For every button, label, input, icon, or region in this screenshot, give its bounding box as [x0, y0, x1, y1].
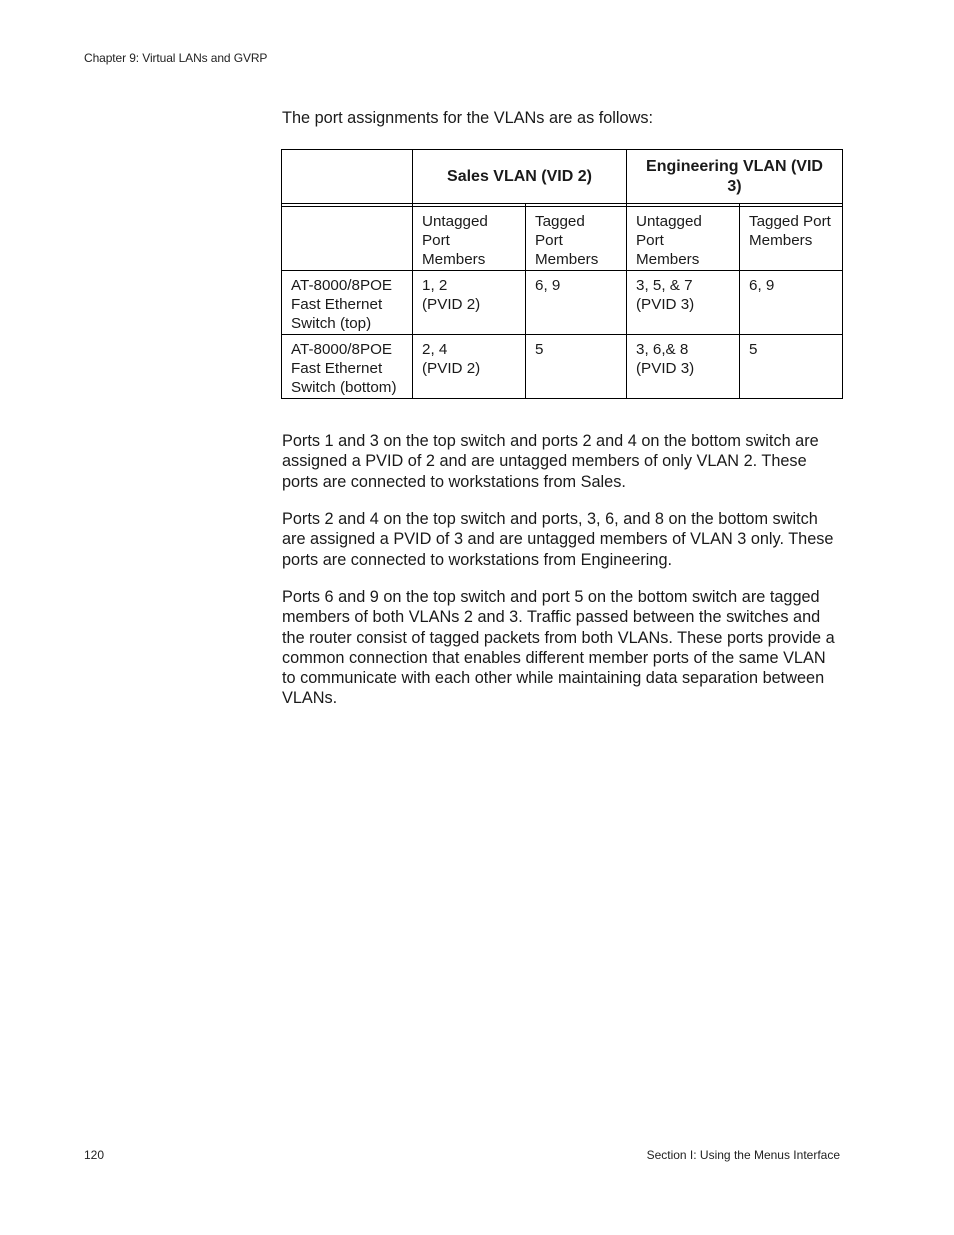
subheader-sales-untagged: Untagged Port Members: [413, 207, 526, 271]
eng-untagged-cell: 3, 6,& 8 (PVID 3): [627, 335, 740, 399]
subheader-eng-tagged: Tagged Port Members: [740, 207, 843, 271]
paragraph-sales-ports: Ports 1 and 3 on the top switch and ports 2 and 4 on the bottom switch are assigned a PVID of 2 and are untagged members of only VLAN 2. These ports are connected to workstations from Sales.: [282, 432, 819, 491]
intro-text: The port assignments for the VLANs are as follows:: [282, 109, 654, 127]
section-footer: Section I: Using the Menus Interface: [646, 1148, 840, 1162]
running-header: Chapter 9: Virtual LANs and GVRP: [84, 51, 268, 65]
table-subheader-row: [282, 207, 843, 271]
table-row: [282, 271, 843, 335]
sales-tagged-cell: 5: [526, 335, 627, 399]
paragraph-tagged-ports: Ports 6 and 9 on the top switch and port 5 on the bottom switch are tagged members of both VLANs 2 and 3. Traffic passed between the switches and the router consist of tagged packets from both VLANs. These ports provide a common connection that enables different member ports of the same VLAN to communicate with each other while maintaining data separation between VLANs.: [282, 588, 835, 708]
switch-name-cell: AT-8000/8POE Fast Ethernet Switch (top): [282, 271, 413, 335]
vlan-port-table: [281, 149, 843, 399]
eng-tagged-cell: 6, 9: [740, 271, 843, 335]
sales-vlan-header: Sales VLAN (VID 2): [413, 150, 627, 204]
table-group-header-row: [282, 150, 843, 204]
sales-untagged-cell: 1, 2 (PVID 2): [413, 271, 526, 335]
page-number: 120: [84, 1148, 105, 1162]
switch-name-cell: AT-8000/8POE Fast Ethernet Switch (bottom): [282, 335, 413, 399]
sales-tagged-cell: 6, 9: [526, 271, 627, 335]
subheader-sales-tagged: Tagged Port Members: [526, 207, 627, 271]
eng-tagged-cell: 5: [740, 335, 843, 399]
table-row: [282, 335, 843, 399]
sales-untagged-cell: 2, 4 (PVID 2): [413, 335, 526, 399]
subheader-empty-cell: [282, 207, 413, 271]
eng-untagged-cell: 3, 5, & 7 (PVID 3): [627, 271, 740, 335]
engineering-vlan-header: Engineering VLAN (VID 3): [627, 150, 843, 204]
table-corner-cell: [282, 150, 413, 204]
paragraph-engineering-ports: Ports 2 and 4 on the top switch and ports, 3, 6, and 8 on the bottom switch are assigned a PVID of 3 and are untagged members of VLAN 3 only. These ports are connected to workstations from Engineering.: [282, 510, 834, 569]
subheader-eng-untagged: Untagged Port Members: [627, 207, 740, 271]
